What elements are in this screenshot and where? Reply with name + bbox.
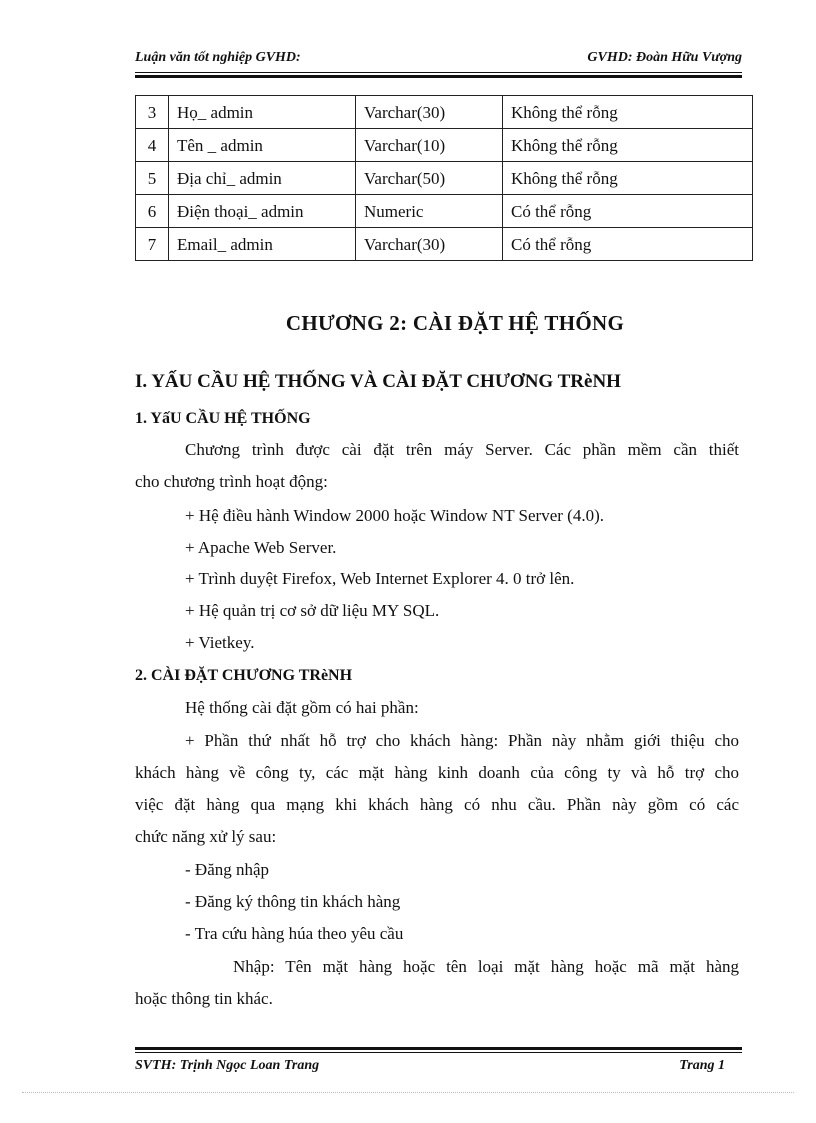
function-item: - Đăng ký thông tin khách hàng: [185, 892, 401, 911]
requirement-item: + Hệ quản trị cơ sở dữ liệu MY SQL.: [185, 601, 440, 620]
table-row: [136, 162, 753, 195]
row-number: 5: [136, 162, 169, 195]
field-name: Email_ admin: [169, 228, 356, 261]
requirement-item: + Vietkey.: [185, 633, 255, 652]
field-type: Numeric: [356, 195, 503, 228]
row-number: 7: [136, 228, 169, 261]
function-item: - Đăng nhập: [185, 860, 270, 879]
installation-paragraph-line: + Phần thứ nhất hỗ trợ cho khách hàng: Phần này nhằm giới thiệu cho: [185, 731, 739, 750]
field-constraint: Không thể rỗng: [503, 96, 753, 129]
installation-paragraph-line: chức năng xử lý sau:: [135, 827, 277, 846]
row-number: 3: [136, 96, 169, 129]
field-name: Điện thoại_ admin: [169, 195, 356, 228]
footer-rule-thick: [135, 1047, 742, 1050]
row-number: 6: [136, 195, 169, 228]
function-item: - Tra cứu hàng húa theo yêu cầu: [185, 924, 404, 943]
footer-page-number: Trang 1: [679, 1058, 725, 1073]
subsection-title-installation: 2. CÀI ĐẶT CHƯƠNG TRèNH: [135, 667, 353, 684]
field-constraint: Không thể rỗng: [503, 129, 753, 162]
requirements-paragraph-line: cho chương trình hoạt động:: [135, 472, 328, 491]
chapter-title: CHƯƠNG 2: CÀI ĐẶT HỆ THỐNG: [285, 311, 625, 335]
field-type: Varchar(10): [356, 129, 503, 162]
footer-rule-thin: [135, 1052, 742, 1053]
page-footer: [135, 1058, 725, 1078]
header-advisor: GVHD: Đoàn Hữu Vượng: [587, 50, 742, 65]
admin-fields-table: [135, 95, 753, 261]
requirement-item: + Hệ điều hành Window 2000 hoặc Window NT Server (4.0).: [185, 506, 604, 525]
field-name: Tên _ admin: [169, 129, 356, 162]
installation-paragraph-line: khách hàng về công ty, các mặt hàng kinh doanh của công ty và hỗ trợ cho: [135, 763, 739, 782]
table-row: [136, 228, 753, 261]
footer-student: SVTH: Trịnh Ngọc Loan Trang: [135, 1058, 320, 1073]
field-constraint: Có thể rỗng: [503, 195, 753, 228]
installation-paragraph-line: việc đặt hàng qua mạng khi khách hàng có nhu cầu. Phần này gồm có các: [135, 795, 739, 814]
field-name: Địa chỉ_ admin: [169, 162, 356, 195]
field-constraint: Có thể rỗng: [503, 228, 753, 261]
field-type: Varchar(30): [356, 96, 503, 129]
row-number: 4: [136, 129, 169, 162]
input-description-line: Nhập: Tên mặt hàng hoặc tên loại mặt hàng hoặc mã mặt hàng: [233, 957, 739, 976]
header-rule-thin: [135, 72, 742, 73]
requirement-item: + Trình duyệt Firefox, Web Internet Explorer 4. 0 trở lên.: [185, 569, 575, 588]
header-rule-thick: [135, 75, 742, 78]
table-row: [136, 129, 753, 162]
table-row: [136, 96, 753, 129]
subsection-title-requirements: 1. YấU CẦU HỆ THỐNG: [135, 410, 311, 427]
field-type: Varchar(50): [356, 162, 503, 195]
input-description-line: hoặc thông tin khác.: [135, 989, 273, 1008]
page-edge-divider: [22, 1092, 794, 1093]
field-type: Varchar(30): [356, 228, 503, 261]
section-title: I. YẤU CẦU HỆ THỐNG VÀ CÀI ĐẶT CHƯƠNG TRèNH: [135, 371, 621, 392]
requirements-paragraph-line: Chương trình được cài đặt trên máy Server. Các phần mềm cần thiết: [185, 440, 739, 459]
table-row: [136, 195, 753, 228]
field-name: Họ_ admin: [169, 96, 356, 129]
requirement-item: + Apache Web Server.: [185, 538, 337, 557]
field-constraint: Không thể rỗng: [503, 162, 753, 195]
header-thesis-title: Luận văn tốt nghiệp GVHD:: [135, 50, 301, 65]
page-header: [135, 50, 742, 70]
installation-intro: Hệ thống cài đặt gồm có hai phần:: [185, 698, 419, 717]
